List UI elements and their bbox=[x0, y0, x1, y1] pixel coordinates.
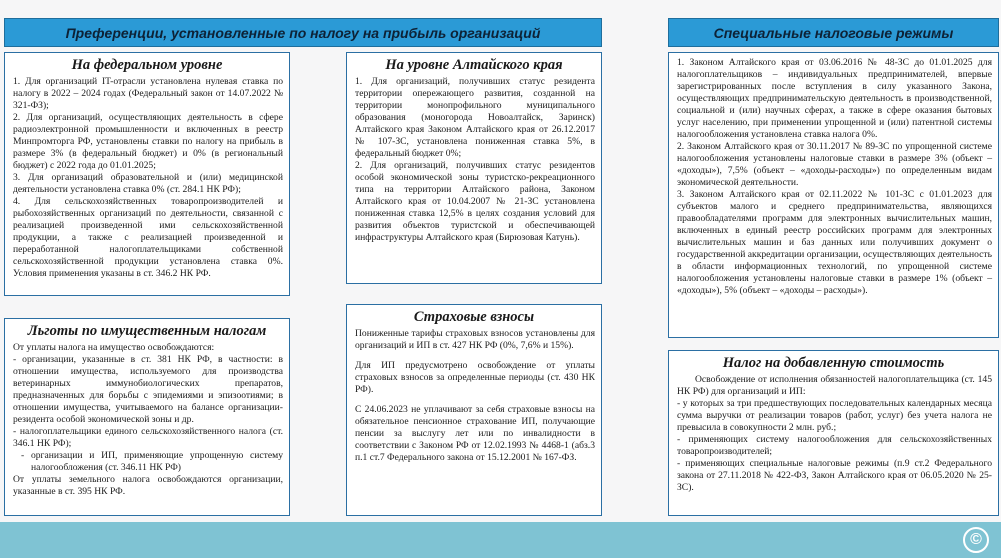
federal-paragraph: 2. Для организаций, осуществляющих деятельность в сфере радиоэлектронной промышленности и включенных в реестр Минпромторга РФ, установлены ставки по налогу на прибыль в размере 3% (в федеральный бюджет) и 0% (в региональный бюджет) с 2022 года до 01.01.2025; bbox=[13, 112, 283, 171]
vat-box bbox=[668, 350, 999, 516]
insurance-paragraph: С 24.06.2023 не уплачивают за себя страховые взносы на обязательное пенсионное страхование ИП, получающие пенсии за выслугу лет или по инвалидности в соответствии с Законом РФ от 12.02.1993 № 4468-1 (абз.3 п.1 ст.7 Федерального закона от 15.12.2001 № 167-ФЗ. bbox=[355, 404, 595, 463]
federal-paragraph: 1. Для организаций IT-отрасли установлена нулевая ставка по налогу в 2022 – 2024 годах (Федеральный закон от 14.07.2022 № 321-ФЗ); bbox=[13, 76, 283, 111]
insurance-title: Страховые взносы bbox=[413, 309, 535, 325]
left-banner bbox=[4, 18, 602, 47]
federal-body bbox=[5, 76, 289, 280]
federal-title: На федеральном уровне bbox=[71, 57, 223, 73]
vat-line: - применяющих систему налогообложения для сельскохозяйственных товаропроизводителей; bbox=[677, 434, 992, 457]
vat-line: - у которых за три предшествующих последовательных календарных месяца сумма выручки от реализации товаров (работ, услуг) без учета налога не превысила в совокупности 2 млн. руб.; bbox=[677, 398, 992, 433]
federal-paragraph: 3. Для организаций образовательной и (или) медицинской деятельности установлена ставка 0% (ст. 284.1 НК РФ); bbox=[13, 172, 283, 195]
property-line: - организации и ИП, применяющие упрощенную систему налогообложения (ст. 346.11 НК РФ) bbox=[21, 450, 283, 473]
altai-paragraph: 1. Для организаций, получивших статус резидента территории опережающего развития, созданной на территории монопрофильного муниципального образования (моногорода Новоалтайск, Заринск) Алтайского края Законом Алтайского края от 26.12.2017 № 107-ЗС, установлена пониженная ставка 5%, в федеральный бюджет 0%; bbox=[355, 76, 595, 159]
copyright-symbol: © bbox=[970, 531, 982, 548]
altai-paragraph: 2. Для организаций, получивших статус резидентов особой экономической зоны туристско-рекреационного типа на территории Алтайского района, Законом Алтайского края от 10.04.2007 № 21-ЗС установлена пониженная ставка 12,5% в целях создания условий для развития объектов туристской и обеспечивающей инфраструктуры Алтайского края (Бирюзовая Катунь). bbox=[355, 160, 595, 243]
insurance-paragraph: Пониженные тарифы страховых взносов установлены для организаций и ИП в ст. 427 НК РФ (0%, 7,6% и 15%). bbox=[355, 328, 595, 351]
altai-body bbox=[347, 76, 601, 244]
property-box bbox=[4, 318, 290, 516]
insurance-body bbox=[347, 328, 601, 464]
special-body bbox=[669, 53, 998, 297]
special-paragraph: 3. Законом Алтайского края от 02.11.2022 № 101-ЗС с 01.01.2023 для субъектов малого и среднего предпринимательства, являющихся правообладателями программ для электронных вычислительных машин, включенных в единый реестр российских программ для электронных вычислительных машин и баз данных или получивших документ о государственной аккредитации организации, осуществляющих деятельность в области информационных технологий, по упрощенной системе налогообложения установлены налоговые ставки в размере 1% (объект – «доходы»), 5% (объект – «доходы – расходы»). bbox=[677, 189, 992, 296]
property-line: - организации, указанные в ст. 381 НК РФ, в частности: в отношении имущества, используемого для производства ветеринарных иммунобиологических препаратов, предназначенных для борьбы с эпидемиями и эпизоотиями; в отношении имущества, учитываемого на балансе организации-резидента особой экономической зоны и др. bbox=[13, 354, 283, 425]
special-paragraph: 1. Законом Алтайского края от 03.06.2016 № 48-ЗС до 01.01.2025 для налогоплательщиков – индивидуальных предпринимателей, впервые зарегистрированных после вступления в силу указанного Закона, осуществляющих предпринимательскую деятельность в производственной, социальной и (или) научных сферах, а также в сфере оказания бытовых услуг населению, при применении упрощенной и (или) патентной системы налогообложения установлена ставка налога 0%. bbox=[677, 57, 992, 140]
footer-bar bbox=[0, 522, 1001, 558]
right-banner-title: Специальные налоговые режимы bbox=[713, 24, 954, 41]
insurance-box bbox=[346, 304, 602, 516]
property-line: - налогоплательщики единого сельскохозяйственного налога (ст. 346.1 НК РФ); bbox=[13, 426, 283, 449]
right-banner bbox=[668, 18, 999, 47]
vat-title: Налог на добавленную стоимость bbox=[722, 355, 945, 371]
property-line: От уплаты налога на имущество освобождаются: bbox=[13, 342, 215, 353]
special-regimes-box bbox=[668, 52, 999, 338]
property-line: От уплаты земельного налога освобождаются организации, указанные в ст. 395 НК РФ. bbox=[13, 474, 283, 497]
special-paragraph: 2. Законом Алтайского края от 30.11.2017 № 89-ЗС по упрощенной системе налогообложения установлены налоговые ставки в размере 3% (объект – «доходы»), 7,5% (объект – «доходы-расходы») по определенным видам экономической деятельности. bbox=[677, 141, 992, 188]
property-title: Льготы по имущественным налогам bbox=[27, 323, 267, 339]
altai-title: На уровне Алтайского края bbox=[385, 57, 563, 73]
insurance-paragraph: Для ИП предусмотрено освобождение от уплаты страховых взносов за определенные периоды (ст. 430 НК РФ). bbox=[355, 360, 595, 395]
copyright-icon bbox=[963, 527, 989, 553]
vat-line: Освобождение от исполнения обязанностей налогоплательщика (ст. 145 НК РФ) для организаций и ИП: bbox=[677, 374, 992, 397]
federal-box bbox=[4, 52, 290, 296]
federal-paragraph: 4. Для сельскохозяйственных товаропроизводителей и рыбохозяйственных организаций по деятельности, связанной с реализацией произведенной ими сельскохозяйственной продукции, а также с реализацией произведенной и переработанной налогоплательщиками собственной сельскохозяйственной продукции установлена ставка 0%. Условия применения указаны в ст. 346.2 НК РФ. bbox=[13, 196, 283, 279]
property-body bbox=[5, 342, 289, 498]
altai-box bbox=[346, 52, 602, 284]
left-banner-title: Преференции, установленные по налогу на прибыль организаций bbox=[65, 24, 541, 41]
vat-line: - применяющих специальные налоговые режимы (п.9 ст.2 Федерального закона от 27.11.2018 № 422-ФЗ, Закон Алтайского края от 06.05.2020 № 25-ЗС). bbox=[677, 458, 992, 493]
vat-body bbox=[669, 374, 998, 494]
